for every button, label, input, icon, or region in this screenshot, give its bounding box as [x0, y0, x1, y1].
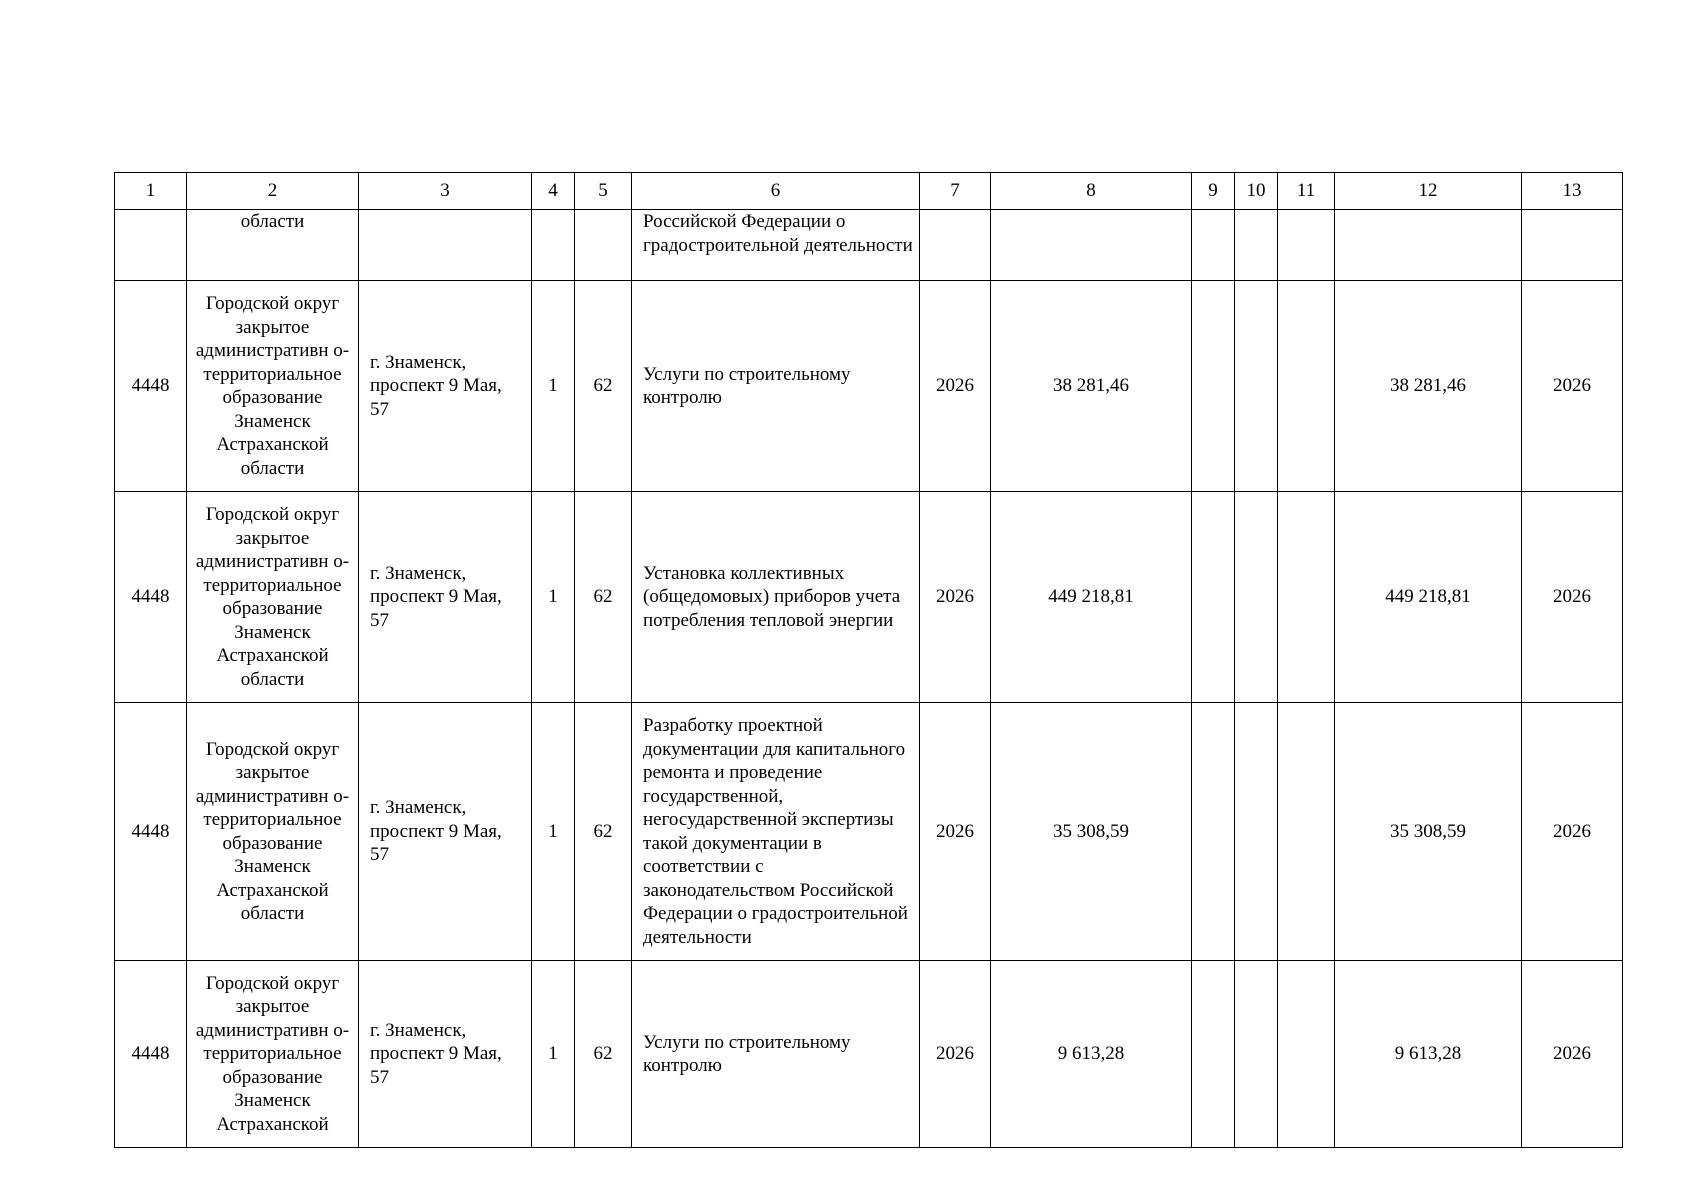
- cell-col11: [1278, 961, 1335, 1148]
- cell-work-type: Разработку проектной документации для капитального ремонта и проведение государственной, негосударственной экспертизы такой документации в соответствии с законодательством Российской Федерации о градостроительной деятельности: [632, 703, 920, 961]
- cell-organization: Городской округ закрытое административн о-территориальное образование Знаменск Астраханской области: [187, 281, 359, 492]
- cell-col4: 1: [532, 492, 575, 703]
- cell-year-end: 2026: [1522, 961, 1623, 1148]
- cell-cost-total: [1335, 210, 1522, 281]
- cell-year-end: 2026: [1522, 281, 1623, 492]
- cell-cost-total: 38 281,46: [1335, 281, 1522, 492]
- cell-col11: [1278, 281, 1335, 492]
- column-number: 4: [532, 173, 575, 210]
- cell-col5: [575, 210, 632, 281]
- column-number: 1: [115, 173, 187, 210]
- cell-col9: [1192, 492, 1235, 703]
- cell-code: 4448: [115, 961, 187, 1148]
- column-number: 11: [1278, 173, 1335, 210]
- cell-code: 4448: [115, 492, 187, 703]
- cell-work-type: Услуги по строительному контролю: [632, 281, 920, 492]
- cell-col11: [1278, 210, 1335, 281]
- cell-address: г. Знаменск, проспект 9 Мая, 57: [359, 281, 532, 492]
- cell-col4: 1: [532, 961, 575, 1148]
- cell-col11: [1278, 492, 1335, 703]
- cell-col4: 1: [532, 281, 575, 492]
- cell-address: [359, 210, 532, 281]
- cell-cost: 38 281,46: [991, 281, 1192, 492]
- column-number: 12: [1335, 173, 1522, 210]
- column-number: 9: [1192, 173, 1235, 210]
- cell-work-type: Российской Федерации о градостроительной деятельности: [632, 210, 920, 281]
- cell-col10: [1235, 210, 1278, 281]
- cell-year: 2026: [920, 703, 991, 961]
- cell-year-end: [1522, 210, 1623, 281]
- cell-organization: Городской округ закрытое административн о-территориальное образование Знаменск Астраханской области: [187, 703, 359, 961]
- cell-code: 4448: [115, 703, 187, 961]
- cell-col10: [1235, 492, 1278, 703]
- table-row: [115, 281, 1623, 492]
- cell-address: г. Знаменск, проспект 9 Мая, 57: [359, 492, 532, 703]
- cell-year: 2026: [920, 281, 991, 492]
- column-number: 13: [1522, 173, 1623, 210]
- cell-col5: 62: [575, 961, 632, 1148]
- cell-cost: [991, 210, 1192, 281]
- cell-cost: 449 218,81: [991, 492, 1192, 703]
- cell-col9: [1192, 961, 1235, 1148]
- table-row: [115, 961, 1623, 1148]
- cell-address: г. Знаменск, проспект 9 Мая, 57: [359, 703, 532, 961]
- column-number: 7: [920, 173, 991, 210]
- column-number: 10: [1235, 173, 1278, 210]
- cell-work-type: Установка коллективных (общедомовых) приборов учета потребления тепловой энергии: [632, 492, 920, 703]
- column-number: 8: [991, 173, 1192, 210]
- cell-year: [920, 210, 991, 281]
- column-number: 5: [575, 173, 632, 210]
- cell-cost-total: 9 613,28: [1335, 961, 1522, 1148]
- column-number: 2: [187, 173, 359, 210]
- cell-col9: [1192, 210, 1235, 281]
- cell-organization: Городской округ закрытое административн о-территориальное образование Знаменск Астраханской области: [187, 492, 359, 703]
- cell-col4: [532, 210, 575, 281]
- cell-cost: 9 613,28: [991, 961, 1192, 1148]
- cell-cost-total: 449 218,81: [1335, 492, 1522, 703]
- cell-work-type: Услуги по строительному контролю: [632, 961, 920, 1148]
- cell-address: г. Знаменск, проспект 9 Мая, 57: [359, 961, 532, 1148]
- cell-year-end: 2026: [1522, 492, 1623, 703]
- register-table: [114, 172, 1623, 1148]
- cell-col5: 62: [575, 703, 632, 961]
- cell-col5: 62: [575, 492, 632, 703]
- cell-year: 2026: [920, 492, 991, 703]
- cell-code: [115, 210, 187, 281]
- cell-cost: 35 308,59: [991, 703, 1192, 961]
- column-number: 6: [632, 173, 920, 210]
- cell-col10: [1235, 281, 1278, 492]
- cell-organization: Городской округ закрытое административн о-территориальное образование Знаменск Астраханской: [187, 961, 359, 1148]
- cell-organization: области: [187, 210, 359, 281]
- table-row: [115, 492, 1623, 703]
- continuation-row: [115, 210, 1623, 281]
- cell-col5: 62: [575, 281, 632, 492]
- cell-year-end: 2026: [1522, 703, 1623, 961]
- table-row: [115, 703, 1623, 961]
- cell-cost-total: 35 308,59: [1335, 703, 1522, 961]
- cell-col9: [1192, 281, 1235, 492]
- cell-col10: [1235, 703, 1278, 961]
- column-number: 3: [359, 173, 532, 210]
- column-number-row: [115, 173, 1623, 210]
- cell-code: 4448: [115, 281, 187, 492]
- cell-col11: [1278, 703, 1335, 961]
- cell-col9: [1192, 703, 1235, 961]
- cell-col4: 1: [532, 703, 575, 961]
- cell-year: 2026: [920, 961, 991, 1148]
- cell-col10: [1235, 961, 1278, 1148]
